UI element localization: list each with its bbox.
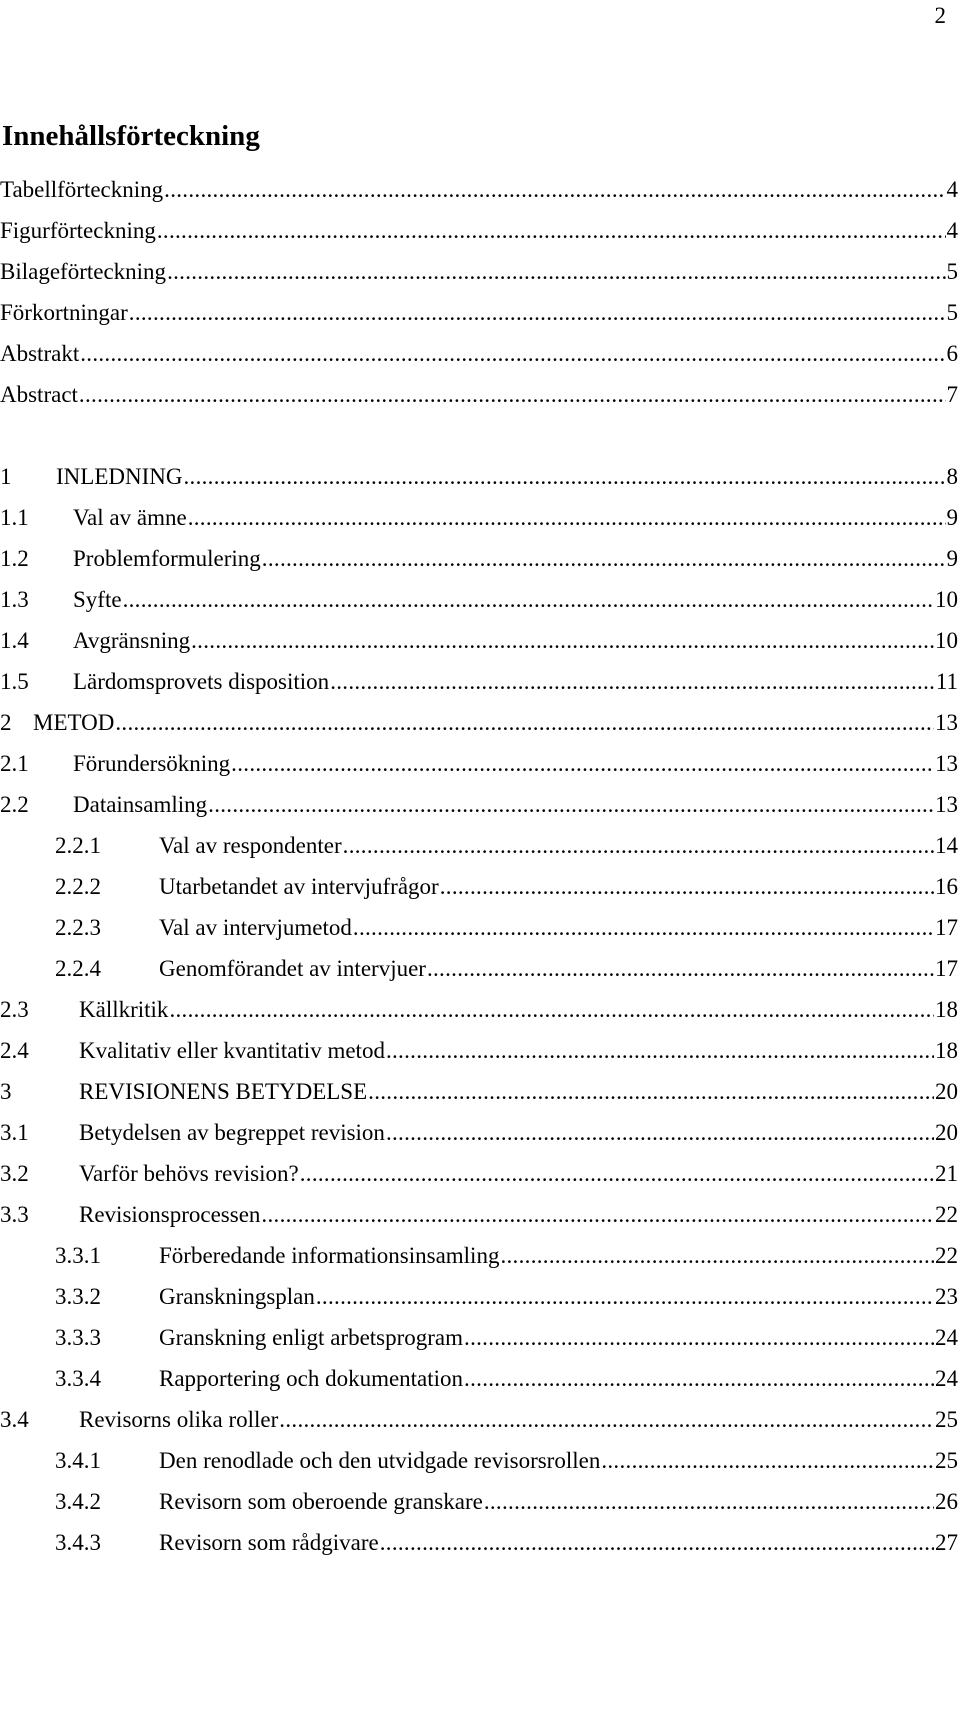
toc-entry[interactable] — [0, 1446, 958, 1476]
toc-leader-dots — [188, 503, 946, 533]
toc-entry[interactable] — [0, 544, 958, 574]
toc-entry-number: 2.4 — [0, 1038, 29, 1063]
toc-leader-dots — [330, 667, 935, 697]
toc-entry-label: Revisorns olika roller — [79, 1407, 279, 1432]
toc-entry-page: 9 — [946, 546, 958, 571]
toc-leader-dots — [386, 1036, 934, 1066]
toc-leader-dots — [368, 1077, 934, 1107]
toc-entry-page: 25 — [935, 1407, 958, 1432]
toc-leader-dots — [343, 831, 934, 861]
toc-entry-page: 13 — [935, 792, 958, 817]
toc-entry[interactable] — [0, 1364, 958, 1394]
toc-entry-label: Tabellförteckning — [0, 177, 164, 202]
toc-leader-dots — [79, 380, 946, 410]
toc-entry-page: 25 — [935, 1448, 958, 1473]
toc-entry-page: 21 — [935, 1161, 958, 1186]
toc-leader-dots — [440, 872, 934, 902]
toc-entry-number: 3.3 — [0, 1202, 29, 1227]
toc-entry-label: Val av respondenter — [159, 833, 342, 858]
toc-title: Innehållsförteckning — [2, 120, 260, 152]
toc-entry-page: 13 — [935, 751, 958, 776]
toc-entry-label: Varför behövs revision? — [79, 1161, 299, 1186]
toc-leader-dots — [231, 749, 934, 779]
toc-entry-label: Bilageförteckning — [0, 259, 167, 284]
toc-entry-page: 5 — [946, 259, 958, 284]
toc-leader-dots — [500, 1241, 934, 1271]
toc-entry-page: 7 — [946, 382, 958, 407]
toc-entry-number: 3.2 — [0, 1161, 29, 1186]
toc-entry-label: Val av ämne — [73, 505, 187, 530]
toc-entry-label: Revisionsprocessen — [79, 1202, 261, 1227]
toc-leader-dots — [129, 298, 946, 328]
toc-entry[interactable] — [0, 790, 958, 820]
toc-leader-dots — [300, 1159, 934, 1189]
toc-entry-label: Avgränsning — [73, 628, 191, 653]
toc-entry[interactable] — [0, 1200, 958, 1230]
toc-entry[interactable] — [0, 257, 958, 287]
toc-entry[interactable] — [0, 1159, 958, 1189]
toc-entry[interactable] — [0, 216, 958, 246]
toc-leader-dots — [123, 585, 934, 615]
toc-entry-label: Rapportering och dokumentation — [159, 1366, 464, 1391]
toc-entry-label: Lärdomsprovets disposition — [73, 669, 330, 694]
toc-entry[interactable] — [0, 1036, 958, 1066]
toc-entry-page: 5 — [946, 300, 958, 325]
toc-entry[interactable] — [0, 1405, 958, 1435]
toc-entry[interactable] — [0, 1528, 958, 1558]
page-number: 2 — [934, 3, 946, 28]
toc-entry-label: Abstrakt — [0, 341, 80, 366]
toc-entry-number: 3.4.3 — [55, 1530, 101, 1555]
toc-leader-dots — [484, 1487, 934, 1517]
toc-entry[interactable] — [0, 503, 958, 533]
toc-entry-number: 1.2 — [0, 546, 29, 571]
toc-entry-label: Genomförandet av intervjuer — [159, 956, 426, 981]
toc-entry-label: Utarbetandet av intervjufrågor — [159, 874, 439, 899]
toc-entry[interactable] — [0, 667, 958, 697]
toc-leader-dots — [279, 1405, 934, 1435]
toc-leader-dots — [191, 626, 934, 656]
toc-entry-label: Val av intervjumetod — [159, 915, 352, 940]
toc-entry-page: 4 — [946, 177, 958, 202]
toc-entry-page: 20 — [935, 1079, 958, 1104]
toc-leader-dots — [261, 1200, 934, 1230]
toc-entry-label: Källkritik — [79, 997, 169, 1022]
toc-entry-number: 1 — [0, 464, 12, 489]
toc-entry[interactable] — [0, 1282, 958, 1312]
toc-entry-label: REVISIONENS BETYDELSE — [79, 1079, 368, 1104]
toc-entry-label: Figurförteckning — [0, 218, 156, 243]
toc-entry-page: 26 — [935, 1489, 958, 1514]
toc-leader-dots — [157, 216, 946, 246]
toc-entry-label: Betydelsen av begreppet revision — [79, 1120, 385, 1145]
toc-leader-dots — [262, 544, 946, 574]
toc-leader-dots — [427, 954, 934, 984]
toc-entry-number: 3.4.1 — [55, 1448, 101, 1473]
toc-entry-label: Granskningsplan — [159, 1284, 315, 1309]
toc-entry-number: 2.2.3 — [55, 915, 101, 940]
toc-leader-dots — [316, 1282, 934, 1312]
toc-entry[interactable] — [0, 1077, 958, 1107]
toc-entry-label: Syfte — [73, 587, 122, 612]
toc-entry-number: 3.4.2 — [55, 1489, 101, 1514]
toc-entry-number: 2.2 — [0, 792, 29, 817]
toc-entry-number: 1.5 — [0, 669, 29, 694]
toc-entry-page: 24 — [935, 1325, 958, 1350]
toc-entry-label: Problemformulering — [73, 546, 261, 571]
toc-entry-label: Förundersökning — [73, 751, 231, 776]
toc-entry-page: 22 — [935, 1202, 958, 1227]
toc-entry-number: 2.2.2 — [55, 874, 101, 899]
toc-entry[interactable] — [0, 831, 958, 861]
toc-entry[interactable] — [0, 626, 958, 656]
toc-leader-dots — [167, 257, 945, 287]
toc-entry-number: 2.1 — [0, 751, 29, 776]
toc-entry-page: 13 — [935, 710, 958, 735]
toc-entry-page: 10 — [935, 587, 958, 612]
toc-entry-page: 10 — [935, 628, 958, 653]
toc-entry[interactable] — [0, 1487, 958, 1517]
toc-entry-page: 8 — [946, 464, 958, 489]
toc-entry[interactable] — [0, 749, 958, 779]
toc-entry[interactable] — [0, 1323, 958, 1353]
toc-entry-number: 3.1 — [0, 1120, 29, 1145]
toc-entry-number: 1.4 — [0, 628, 29, 653]
toc-entry-page: 23 — [935, 1284, 958, 1309]
toc-entry[interactable] — [0, 298, 958, 328]
toc-entry-page: 22 — [935, 1243, 958, 1268]
toc-entry-label: INLEDNING — [56, 464, 183, 489]
toc-entry-number: 3.3.1 — [55, 1243, 101, 1268]
toc-entry-label: Granskning enligt arbetsprogram — [159, 1325, 464, 1350]
toc-entry[interactable] — [0, 380, 958, 410]
toc-entry-number: 3.3.2 — [55, 1284, 101, 1309]
toc-entry-page: 9 — [946, 505, 958, 530]
toc-leader-dots — [208, 790, 934, 820]
toc-entry-label: Den renodlade och den utvidgade revisorsrollen — [159, 1448, 601, 1473]
toc-entry-label: Revisorn som oberoende granskare — [159, 1489, 483, 1514]
toc-entry[interactable] — [0, 339, 958, 369]
toc-leader-dots — [601, 1446, 934, 1476]
toc-entry[interactable] — [0, 913, 958, 943]
toc-entry-label: Kvalitativ eller kvantitativ metod — [79, 1038, 385, 1063]
toc-entry-page: 16 — [935, 874, 958, 899]
toc-entry-page: 18 — [935, 1038, 958, 1063]
toc-entry[interactable] — [0, 462, 958, 492]
toc-entry-page: 27 — [935, 1530, 958, 1555]
toc-entry-page: 20 — [935, 1120, 958, 1145]
toc-entry-page: 17 — [935, 915, 958, 940]
toc-entry-page: 17 — [935, 956, 958, 981]
toc-entry-page: 4 — [946, 218, 958, 243]
toc-entry-label: METOD — [33, 710, 115, 735]
toc-entry[interactable] — [0, 872, 958, 902]
toc-leader-dots — [164, 175, 945, 205]
toc-entry-label: Förberedande informationsinsamling — [159, 1243, 500, 1268]
toc-entry[interactable] — [0, 708, 958, 738]
toc-entry-number: 3 — [0, 1079, 12, 1104]
toc-entry[interactable] — [0, 954, 958, 984]
toc-leader-dots — [169, 995, 934, 1025]
toc-entry[interactable] — [0, 1118, 958, 1148]
toc-entry-page: 6 — [946, 341, 958, 366]
toc-entry-page: 14 — [935, 833, 958, 858]
toc-leader-dots — [353, 913, 934, 943]
toc-entry-label: Abstract — [0, 382, 78, 407]
toc-entry-number: 2.2.1 — [55, 833, 101, 858]
toc-leader-dots — [464, 1323, 934, 1353]
toc-entry-number: 1.1 — [0, 505, 29, 530]
toc-entry-number: 2.2.4 — [55, 956, 101, 981]
toc-entry-page: 11 — [935, 669, 958, 694]
toc-entry[interactable] — [0, 1241, 958, 1271]
toc-leader-dots — [380, 1528, 934, 1558]
toc-entry-number: 1.3 — [0, 587, 29, 612]
toc-entry-page: 18 — [935, 997, 958, 1022]
toc-leader-dots — [115, 708, 934, 738]
toc-entry-number: 3.3.3 — [55, 1325, 101, 1350]
toc-entry-number: 2 — [0, 710, 12, 735]
toc-entry[interactable] — [0, 175, 958, 205]
toc-leader-dots — [386, 1118, 934, 1148]
toc-entry[interactable] — [0, 585, 958, 615]
toc-entry-label: Förkortningar — [0, 300, 128, 325]
toc-leader-dots — [464, 1364, 934, 1394]
toc-entry-page: 24 — [935, 1366, 958, 1391]
toc-entry-number: 3.4 — [0, 1407, 29, 1432]
toc-leader-dots — [183, 462, 945, 492]
toc-entry[interactable] — [0, 995, 958, 1025]
toc-leader-dots — [80, 339, 945, 369]
toc-entry-label: Datainsamling — [73, 792, 208, 817]
toc-entry-label: Revisorn som rådgivare — [159, 1530, 379, 1555]
toc-entry-number: 3.3.4 — [55, 1366, 101, 1391]
toc-entry-number: 2.3 — [0, 997, 29, 1022]
